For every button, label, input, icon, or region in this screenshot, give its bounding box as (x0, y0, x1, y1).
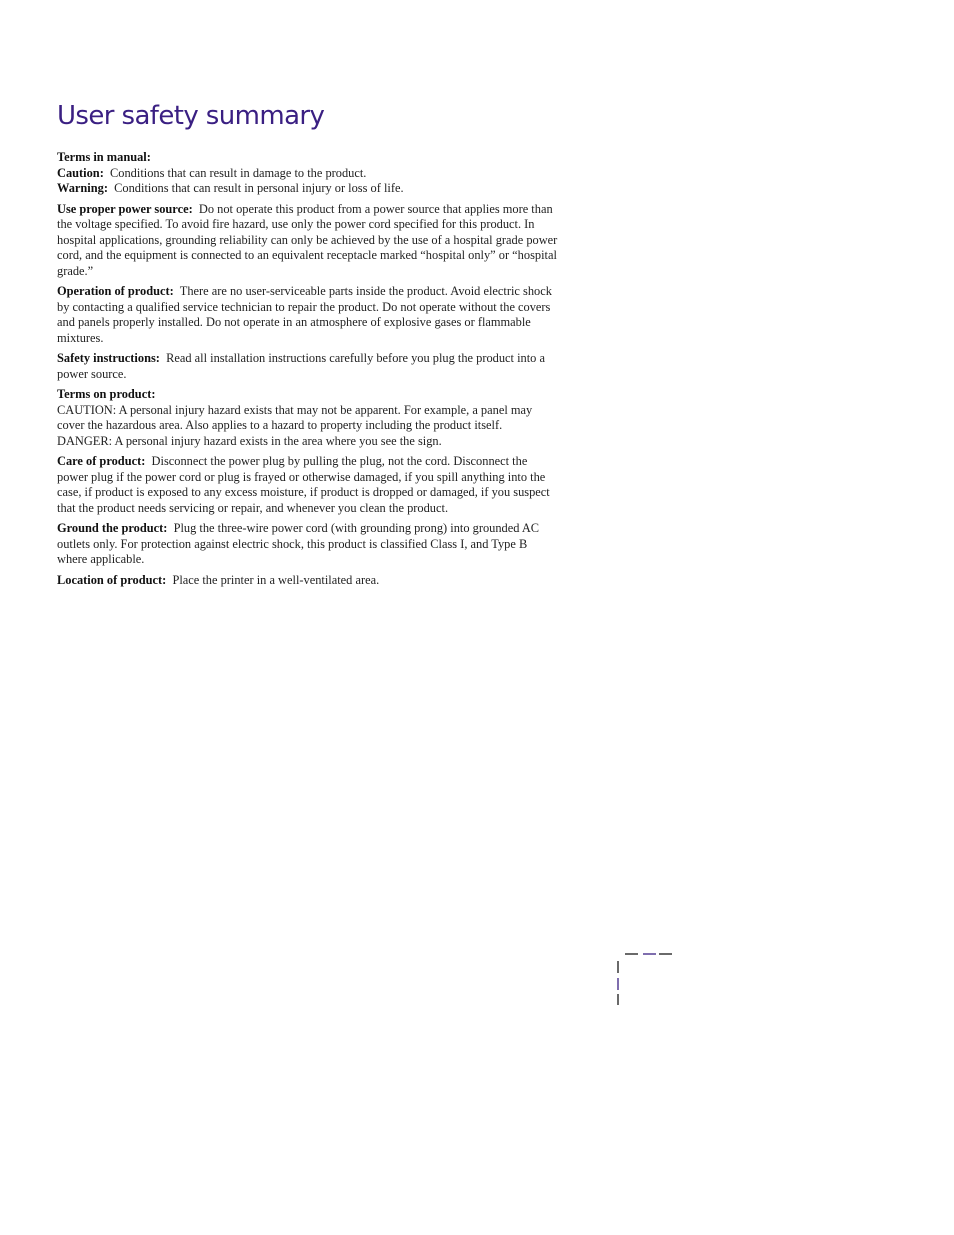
ground-label: Ground the product: (57, 521, 168, 535)
location-text: Place the printer in a well-ventilated area. (172, 572, 380, 587)
power-source-section (57, 202, 560, 280)
safety-instructions-label: Safety instructions: (57, 351, 160, 365)
safety-instructions-text: Read all installation instructions carefully before you plug the product into a power source. (57, 351, 545, 381)
caution-text: Conditions that can result in damage to the product. (110, 165, 367, 180)
manual-caution-line (57, 166, 560, 182)
safety-instructions-section (57, 351, 560, 382)
page-title: User safety summary (57, 101, 325, 131)
power-source-text: Do not operate this product from a power source that applies more than the voltage specified. To avoid fire hazard, use only the power cord specified for this product. In hospital applications, grounding reliability can only be achieved by the use of a hospital grade power cord, and the equipment is connected to an equivalent receptacle marked “hospital only” or “hospital grade.” (57, 201, 558, 278)
ground-text: Plug the three-wire power cord (with grounding prong) into grounded AC outlets only. For protection against electric shock, this product is classified Class I, and Type B where applicable. (57, 521, 540, 566)
care-section (57, 454, 560, 516)
location-section (57, 573, 560, 589)
manual-warning-line (57, 181, 560, 197)
crop-marks (616, 948, 676, 1008)
product-danger-text: DANGER: A personal injury hazard exists in the area where you see the sign. (57, 433, 442, 448)
terms-in-manual-heading: Terms in manual: (57, 150, 151, 164)
operation-label: Operation of product: (57, 284, 174, 298)
care-text: Disconnect the power plug by pulling the plug, not the cord. Disconnect the power plug if the power cord or plug is frayed or otherwise damaged, if you spill anything into the case, if product is exposed to any excess moisture, if product is dropped or damaged, if you suspect that the product needs servicing or repair, and whenever you clean the product. (57, 454, 550, 515)
terms-on-product-section (57, 387, 560, 449)
care-label: Care of product: (57, 454, 146, 468)
warning-text: Conditions that can result in personal injury or loss of life. (114, 181, 404, 195)
safety-summary-body (57, 150, 560, 593)
operation-section (57, 284, 560, 346)
terms-in-manual-section (57, 150, 560, 197)
product-caution-text: CAUTION: A personal injury hazard exists that may not be apparent. For example, a panel may cover the hazardous area. Also applies to a hazard to property including the product itself. (57, 402, 533, 432)
terms-on-product-heading: Terms on product: (57, 387, 156, 401)
warning-label: Warning: (57, 181, 108, 195)
location-label: Location of product: (57, 572, 167, 587)
power-source-label: Use proper power source: (57, 201, 193, 216)
operation-text: There are no user-serviceable parts inside the product. Avoid electric shock by contacting a qualified service technician to repair the product. Do not operate without the covers and panels properly installed. Do not operate in an atmosphere of explosive gases or flammable mixtures. (57, 284, 552, 345)
ground-section (57, 521, 560, 568)
caution-label: Caution: (57, 165, 104, 180)
